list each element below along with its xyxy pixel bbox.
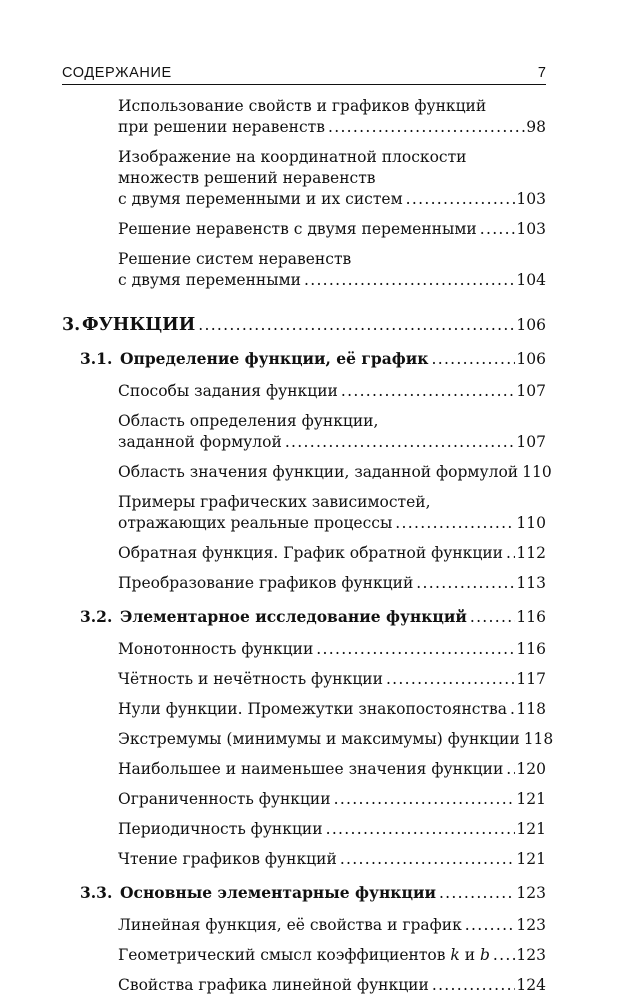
- toc-page-number: 112: [516, 544, 546, 562]
- toc-page-number: 120: [516, 760, 546, 778]
- toc-title-line: Монотонность функции: [118, 640, 314, 658]
- toc-title-line: отражающих реальные процессы: [118, 514, 393, 532]
- toc-entry: [118, 573, 546, 594]
- toc-page-number: 121: [516, 850, 546, 868]
- leader-dots: [386, 669, 515, 690]
- toc-entry: [118, 249, 546, 291]
- leader-dots: [416, 573, 515, 594]
- toc-title-line: Нули функции. Промежутки знакопостоянства: [118, 700, 508, 718]
- toc-page-number: 106: [516, 316, 546, 334]
- toc-title-line: Область определения функции,: [118, 412, 379, 430]
- toc-entry: [118, 729, 554, 750]
- leader-dots: [334, 789, 516, 810]
- leader-dots: [304, 270, 515, 291]
- toc-page-number: 106: [516, 350, 546, 368]
- toc-page-number: 116: [516, 608, 546, 626]
- toc-page-number: 118: [516, 700, 546, 718]
- leader-dots: [341, 381, 516, 402]
- toc-title-line: Решение систем неравенств: [118, 250, 352, 268]
- toc-entry: [118, 915, 546, 936]
- toc-entry: [118, 945, 546, 966]
- toc-entry: [118, 975, 546, 996]
- toc-entry: [118, 219, 546, 240]
- toc-title-line: Геометрический смысл коэффициентов k и b: [118, 946, 490, 964]
- toc-page-number: 98: [526, 118, 546, 136]
- leader-dots: [406, 189, 516, 210]
- toc-page-number: 123: [516, 884, 546, 902]
- leader-dots: [506, 759, 515, 780]
- toc-page-number: 123: [516, 916, 546, 934]
- toc-page-number: 113: [516, 574, 546, 592]
- leader-dots: [431, 349, 515, 370]
- leader-dots: [465, 915, 516, 936]
- toc-chapter: [62, 315, 546, 336]
- toc-page-number: 117: [516, 670, 546, 688]
- leader-dots: [340, 849, 516, 870]
- toc-title-line: при решении неравенств: [118, 118, 325, 136]
- toc-section: [80, 882, 546, 904]
- toc-page-number: 121: [516, 790, 546, 808]
- toc-entry: [118, 669, 546, 690]
- toc-title-line: Свойства графика линейной функции: [118, 976, 429, 994]
- toc-title-line: Ограниченность функции: [118, 790, 331, 808]
- leader-dots: [493, 945, 515, 966]
- toc-number: 3.1.: [80, 349, 113, 368]
- toc-entry: [118, 96, 546, 138]
- leader-dots: [439, 883, 515, 904]
- table-of-contents: [0, 96, 644, 1005]
- toc-number: 3.: [62, 315, 81, 335]
- toc-entry: [118, 543, 546, 564]
- toc-title-line: Основные элементарные функции: [120, 883, 436, 902]
- toc-number: 3.2.: [80, 607, 113, 626]
- toc-title-line: ФУНКЦИИ: [82, 315, 196, 335]
- toc-title-line: Чётность и нечётность функции: [118, 670, 383, 688]
- toc-section: [80, 348, 546, 370]
- leader-dots: [470, 607, 516, 628]
- leader-dots: [510, 699, 515, 720]
- toc-entry: [118, 147, 546, 210]
- toc-title-line: с двумя переменными и их систем: [118, 190, 403, 208]
- toc-title-line: Обратная функция. График обратной функции: [118, 544, 503, 562]
- toc-entry: [118, 819, 546, 840]
- leader-dots: [395, 513, 515, 534]
- toc-title-line: Способы задания функции: [118, 382, 338, 400]
- toc-entry: [118, 411, 546, 453]
- toc-title-line: Линейная функция, её свойства и график: [118, 916, 462, 934]
- leader-dots: [506, 543, 515, 564]
- toc-title-line: Элементарное исследование функций: [120, 607, 467, 626]
- leader-dots: [285, 432, 516, 453]
- toc-title-line: Область значения функции, заданной формулой: [118, 463, 519, 481]
- toc-entry: [118, 759, 546, 780]
- toc-title-line: Изображение на координатной плоскости: [118, 148, 467, 166]
- running-title: СОДЕРЖАНИЕ: [62, 65, 172, 81]
- toc-entry: [118, 849, 546, 870]
- toc-entry: [118, 492, 546, 534]
- toc-page-number: 107: [516, 433, 546, 451]
- toc-page-number: 110: [522, 463, 552, 481]
- leader-dots: [316, 639, 515, 660]
- toc-number: 3.3.: [80, 883, 113, 902]
- toc-title-line: множеств решений неравенств: [118, 169, 376, 187]
- toc-title-line: Наибольшее и наименьшее значения функции: [118, 760, 504, 778]
- toc-page-number: 121: [516, 820, 546, 838]
- page-header: [62, 62, 546, 85]
- toc-title-line: Чтение графиков функций: [118, 850, 337, 868]
- page-number: 7: [537, 65, 546, 81]
- toc-title-line: Экстремумы (минимумы и максимумы) функции: [118, 730, 520, 748]
- toc-title-line: Использование свойств и графиков функций: [118, 97, 487, 115]
- toc-page-number: 124: [516, 976, 546, 994]
- toc-title-line: Решение неравенств с двумя переменными: [118, 220, 477, 238]
- toc-title-line: заданной формулой: [118, 433, 282, 451]
- toc-title-line: Определение функции, её график: [120, 349, 429, 368]
- leader-dots: [198, 315, 515, 336]
- leader-dots: [326, 819, 516, 840]
- toc-page-number: 123: [516, 946, 546, 964]
- toc-entry: [118, 462, 552, 483]
- toc-page-number: 118: [523, 730, 554, 748]
- toc-page-number: 110: [516, 514, 546, 532]
- toc-title-line: Преобразование графиков функций: [118, 574, 414, 592]
- toc-page-number: 107: [516, 382, 546, 400]
- toc-entry: [118, 699, 546, 720]
- toc-entry: [118, 789, 546, 810]
- leader-dots: [480, 219, 516, 240]
- leader-dots: [328, 117, 525, 138]
- toc-section: [80, 606, 546, 628]
- toc-page-number: 103: [516, 220, 546, 238]
- toc-title-line: Примеры графических зависимостей,: [118, 493, 431, 511]
- toc-page-number: 116: [516, 640, 546, 658]
- toc-page-number: 103: [516, 190, 546, 208]
- toc-entry: [118, 639, 546, 660]
- toc-title-line: Периодичность функции: [118, 820, 323, 838]
- leader-dots: [432, 975, 516, 996]
- toc-page-number: 104: [516, 271, 546, 289]
- toc-entry: [118, 381, 546, 402]
- toc-title-line: с двумя переменными: [118, 271, 301, 289]
